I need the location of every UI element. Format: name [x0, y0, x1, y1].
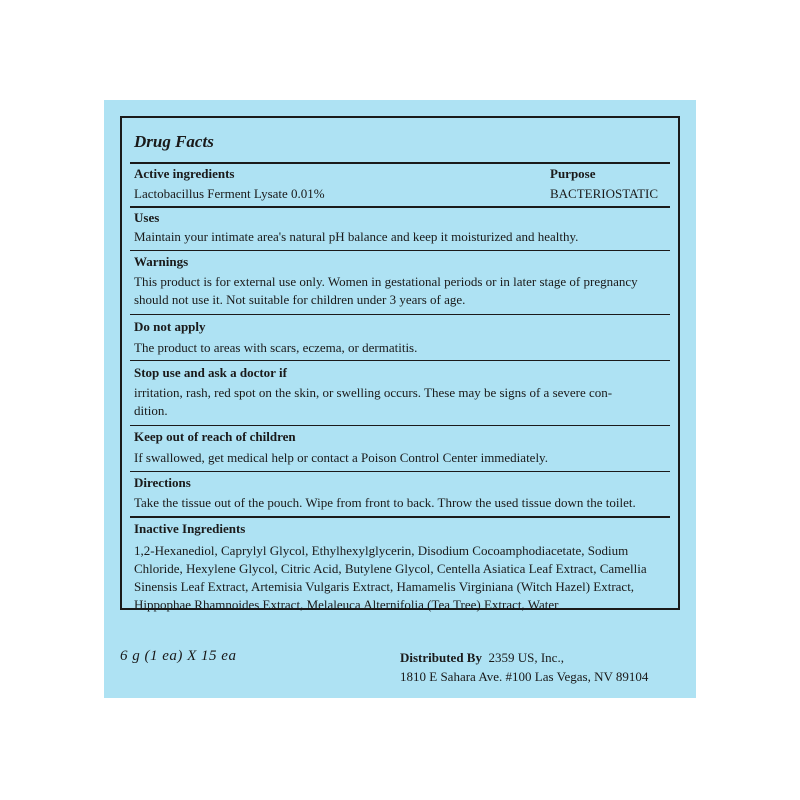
purpose-value: BACTERIOSTATIC	[550, 186, 659, 201]
directions-text: Take the tissue out of the pouch. Wipe from front to back. Throw the used tissue down the toilet.	[134, 495, 636, 510]
do-not-apply-text: The product to areas with scars, eczema, or dermatitis.	[134, 340, 418, 355]
divider	[130, 471, 670, 472]
divider	[130, 425, 670, 426]
divider	[130, 250, 670, 251]
stop-use-text-line: dition.	[134, 403, 168, 418]
divider	[130, 314, 670, 315]
distributor-info	[400, 648, 648, 686]
do-not-apply-heading: Do not apply	[134, 319, 206, 334]
purpose-heading: Purpose	[550, 166, 596, 181]
divider	[130, 516, 670, 518]
distributor-name: 2359 US, Inc.,	[488, 650, 564, 665]
keep-out-heading: Keep out of reach of children	[134, 429, 296, 444]
stop-use-text-line: irritation, rash, red spot on the skin, or swelling occurs. These may be signs of a severe con-	[134, 385, 613, 400]
uses-text: Maintain your intimate area's natural pH balance and keep it moisturized and healthy.	[134, 229, 579, 244]
stop-use-heading: Stop use and ask a doctor if	[134, 365, 287, 380]
inactive-ingredients-line: 1,2-Hexanediol, Caprylyl Glycol, Ethylhexylglycerin, Disodium Cocoamphodiacetate, Sodium	[134, 543, 629, 558]
drug-facts-box	[120, 116, 680, 610]
divider	[130, 162, 670, 164]
distributed-by-label: Distributed By	[400, 650, 482, 665]
inactive-ingredients-line: Chloride, Hexylene Glycol, Citric Acid, Butylene Glycol, Centella Asiatica Leaf Extract, Camellia	[134, 561, 647, 576]
warnings-heading: Warnings	[134, 254, 189, 269]
divider	[130, 360, 670, 361]
label-panel	[104, 100, 696, 698]
active-ingredients-heading: Active ingredients	[134, 166, 235, 181]
inactive-ingredients-heading: Inactive Ingredients	[134, 521, 246, 536]
warnings-text-line: This product is for external use only. Women in gestational periods or in later stage of pregnancy	[134, 274, 638, 289]
net-weight: 6 g (1 ea) X 15 ea	[120, 648, 237, 664]
keep-out-text: If swallowed, get medical help or contact a Poison Control Center immediately.	[134, 450, 548, 465]
distributor-line	[400, 648, 648, 667]
divider	[130, 206, 670, 208]
active-ingredient-value: Lactobacillus Ferment Lysate 0.01%	[134, 186, 325, 201]
drug-facts-title: Drug Facts	[134, 132, 214, 151]
uses-heading: Uses	[134, 210, 160, 225]
inactive-ingredients-line: Sinensis Leaf Extract, Artemisia Vulgaris Extract, Hamamelis Virginiana (Witch Hazel) Extract,	[134, 579, 635, 594]
distributor-address: 1810 E Sahara Ave. #100 Las Vegas, NV 89104	[400, 669, 649, 684]
inactive-ingredients-line: Hippophae Rhamnoides Extract, Melaleuca Alternifolia (Tea Tree) Extract, Water	[134, 597, 559, 612]
warnings-text-line: should not use it. Not suitable for children under 3 years of age.	[134, 292, 466, 307]
directions-heading: Directions	[134, 475, 191, 490]
